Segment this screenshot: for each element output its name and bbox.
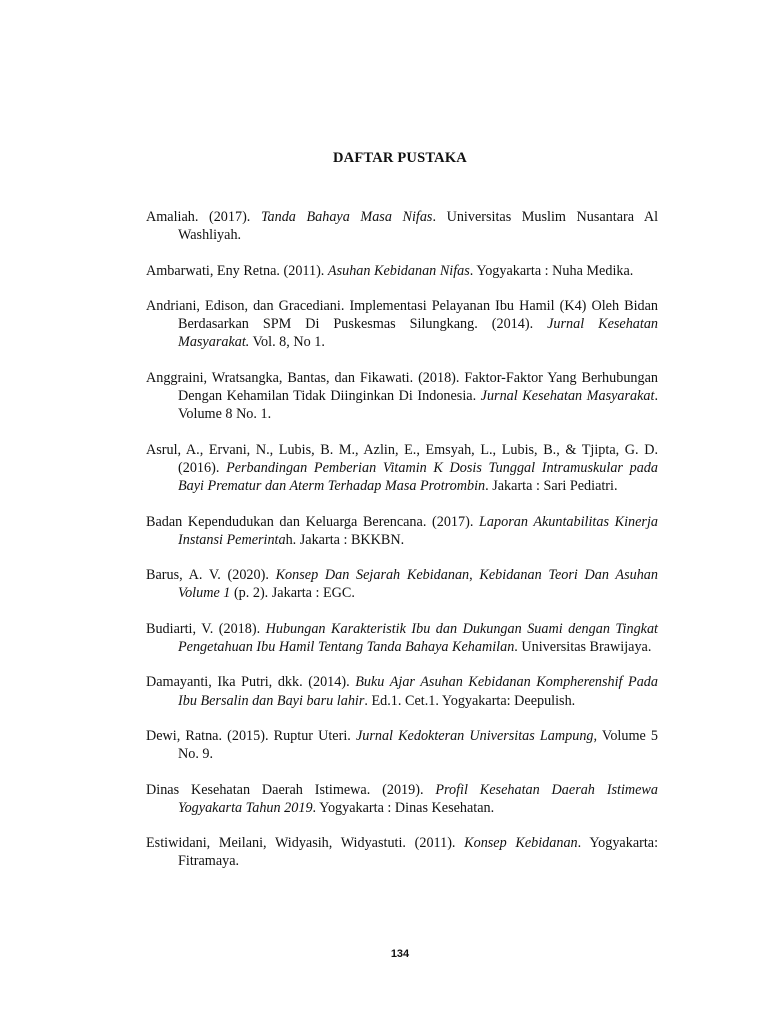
reference-italic-text: Konsep Dan Sejarah Kebidanan (275, 567, 470, 584)
reference-italic-text: Hubungan Karakteristik Ibu dan Dukungan Suami dengan Tingkat Pengetahuan Ibu Hamil Tentang Tanda Bahaya Kehamilan (178, 620, 658, 656)
reference-text: . Yogyakarta : Nuha Medika. (469, 262, 634, 279)
reference-text: . Jakarta : Sari Pediatri. (485, 478, 618, 495)
reference-text: Volume 5 No. 9. (178, 727, 658, 763)
reference-text: Asrul, A., Ervani, N., Lubis, B. M., Azlin, E., Emsyah, L., Lubis, B., & Tjipta, G. D. (2016). (146, 441, 658, 476)
page-title: DAFTAR PUSTAKA (333, 150, 467, 166)
reference-entry (146, 513, 658, 550)
page-number: 134 (390, 948, 410, 960)
reference-entry (146, 727, 658, 764)
reference-entry (146, 369, 658, 424)
reference-italic-text: Profil Kesehatan Daerah Istimewa Yogyakarta Tahun 2019 (178, 781, 658, 816)
reference-text: . Universitas Muslim Nusantara Al Washliyah. (178, 209, 659, 244)
reference-text: h. Jakarta : BKKBN. (285, 531, 405, 548)
reference-entry (146, 262, 658, 280)
reference-text: Estiwidani, Meilani, Widyasih, Widyastuti. (2011). (146, 835, 465, 852)
reference-text: Barus, A. V. (2020). (146, 567, 276, 584)
reference-entry (146, 781, 658, 818)
reference-italic-text: Buku Ajar Asuhan Kebidanan Kompherenshif Pada Ibu Bersalin dan Bayi baru lahir (178, 674, 658, 709)
reference-entry (146, 566, 658, 603)
reference-entry (146, 441, 658, 496)
reference-text: Anggraini, Wratsangka, Bantas, dan Fikawati. (2018). Faktor-Faktor Yang Berhubungan Dengan Kehamilan Tidak Diinginkan Di Indonesia. (146, 369, 658, 405)
reference-text: Ambarwati, Eny Retna. (2011). (146, 262, 328, 279)
reference-text: Dewi, Ratna. (2015). Ruptur Uteri. (146, 727, 356, 744)
reference-text: Damayanti, Ika Putri, dkk. (2014). (146, 674, 356, 691)
reference-italic-text: Konsep Kebidanan (464, 835, 578, 852)
reference-text: . Yogyakarta : Dinas Kesehatan. (312, 799, 495, 816)
reference-italic-text: Jurnal Kesehatan Masyarakat. (178, 316, 659, 351)
reference-italic-text: Kebidanan Teori Dan Asuhan Volume 1 (178, 567, 658, 602)
reference-text: Vol. 8, No 1. (249, 334, 325, 351)
reference-text: . Ed.1. Cet.1. Yogyakarta: Deepulish. (364, 692, 576, 709)
reference-italic-text: Jurnal Kedokteran Universitas Lampung, (355, 727, 598, 744)
reference-entry (146, 208, 658, 245)
reference-entry (146, 620, 658, 657)
reference-text: . Universitas Brawijaya. (514, 639, 652, 656)
reference-text: , (469, 567, 480, 584)
reference-text: . Volume 8 No. 1. (178, 388, 658, 423)
reference-text: Badan Kependudukan dan Keluarga Berencana. (2017). (146, 513, 480, 530)
reference-entry (146, 297, 658, 352)
reference-italic-text: Tanda Bahaya Masa Nifas (260, 209, 433, 225)
reference-entry (146, 673, 658, 710)
reference-entry (146, 834, 658, 871)
reference-text: . Yogyakarta: Fitramaya. (178, 835, 659, 870)
reference-text: Dinas Kesehatan Daerah Istimewa. (2019). (146, 781, 436, 798)
reference-list (146, 208, 658, 888)
reference-text: Amaliah. (2017). (146, 209, 261, 225)
reference-text: Budiarti, V. (2018). (146, 620, 266, 637)
reference-text: (p. 2). Jakarta : EGC. (230, 585, 355, 602)
reference-italic-text: Jurnal Kesehatan Masyarakat (480, 388, 655, 405)
reference-text: Andriani, Edison, dan Gracediani. Implementasi Pelayanan Ibu Hamil (K4) Oleh Bidan Berdasarkan SPM Di Puskesmas Silungkang. (2014). (146, 297, 658, 333)
reference-italic-text: Laporan Akuntabilitas Kinerja Instansi Pemerinta (178, 513, 658, 548)
reference-italic-text: Perbandingan Pemberian Vitamin K Dosis Tunggal Intramuskular pada Bayi Prematur dan Aterm Terhadap Masa Protrombin (178, 459, 658, 495)
reference-italic-text: Asuhan Kebidanan Nifas (327, 262, 470, 279)
